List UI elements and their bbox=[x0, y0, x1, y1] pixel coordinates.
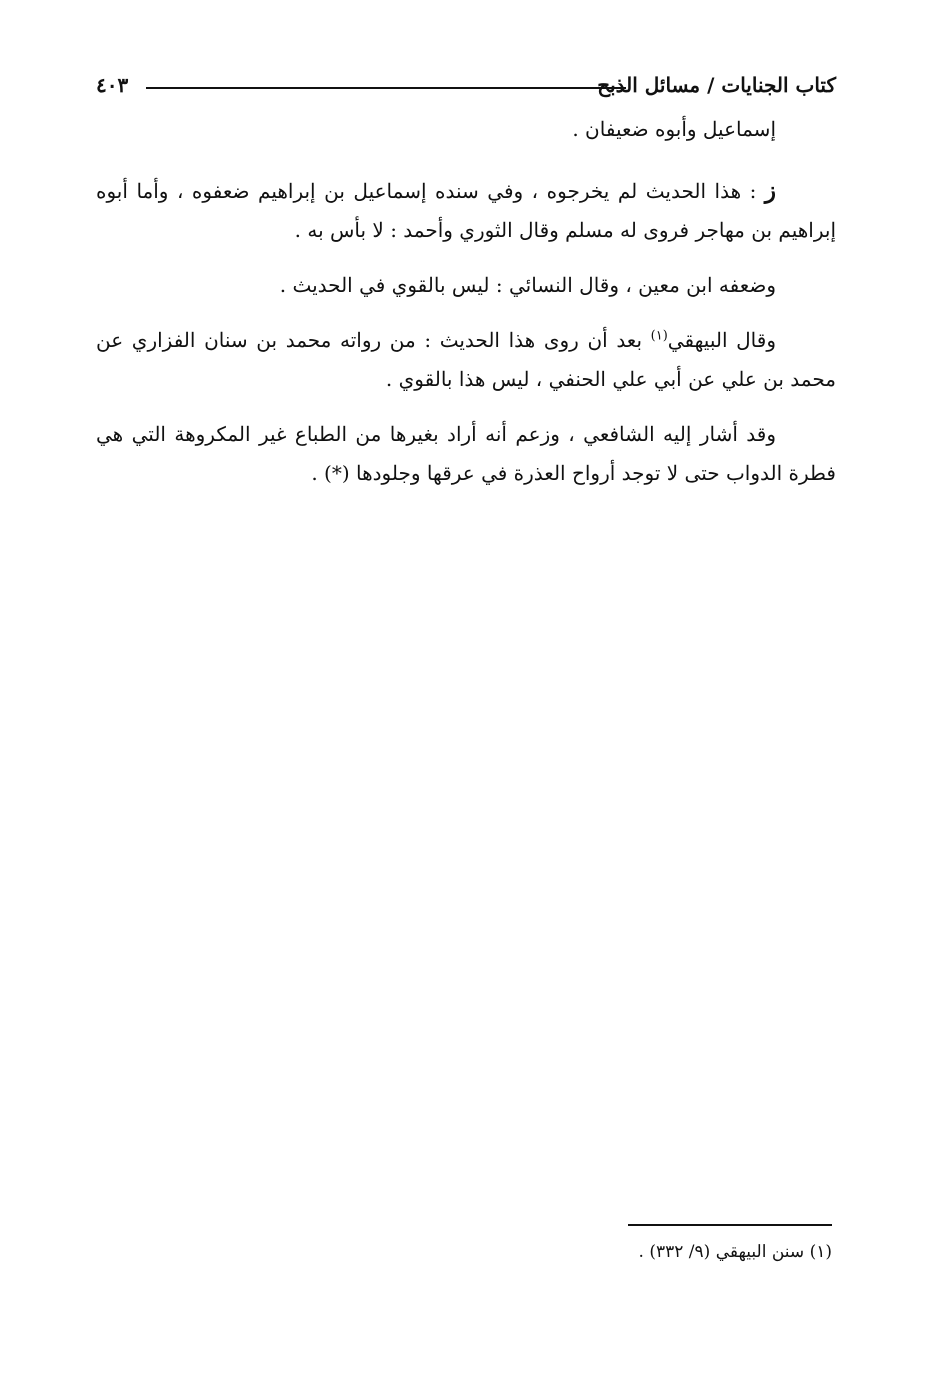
paragraph-bayhaqi-text: بعد أن روى هذا الحديث : من رواته محمد بن سنان الفزاري عن محمد بن علي عن أبي علي الحنفي ، ليس هذا بالقوي . bbox=[96, 328, 836, 391]
paragraph-shafii: وقد أشار إليه الشافعي ، وزعم أنه أراد بغيرها من الطباع غير المكروهة التي هي فطرة الدواب حتى لا توجد أرواح العذرة في عرقها وجلودها (*) . bbox=[96, 422, 836, 485]
paragraph-bayhaqi bbox=[96, 321, 836, 399]
paragraph-ibn-main: وضعفه ابن معين ، وقال النسائي : ليس بالقوي في الحديث . bbox=[279, 273, 776, 297]
commentary-marker: ز bbox=[764, 177, 776, 204]
header-title: كتاب الجنايات / مسائل الذبح bbox=[597, 73, 836, 97]
footnote-separator bbox=[628, 1224, 832, 1226]
main-text bbox=[96, 110, 836, 509]
paragraph-continuation: إسماعيل وأبوه ضعيفان . bbox=[572, 117, 776, 141]
running-header bbox=[96, 70, 836, 104]
page-number: ٤٠٣ bbox=[96, 73, 129, 97]
paragraph-commentary-text: : هذا الحديث لم يخرجوه ، وفي سنده إسماعيل بن إبراهيم ضعفوه ، وأما أبوه إبراهيم بن مهاجر فروى له مسلم وقال الثوري وأحمد : لا بأس به . bbox=[96, 179, 836, 242]
footnote-reference[interactable]: (١) bbox=[650, 328, 668, 344]
paragraph-bayhaqi-lead: وقال البيهقي bbox=[667, 328, 776, 352]
paragraph-commentary bbox=[96, 171, 836, 250]
footnote-1: (١) سنن البيهقي (٩/ ٣٣٢) . bbox=[638, 1242, 832, 1262]
header-rule bbox=[146, 87, 626, 89]
